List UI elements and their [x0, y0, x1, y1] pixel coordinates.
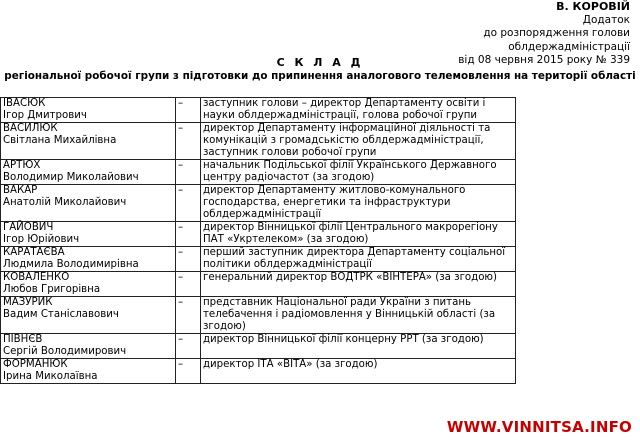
header-date-line: від 08 червня 2015 року № 339	[458, 54, 630, 66]
signer-name: В. КОРОВІЙ	[556, 0, 630, 13]
header-line: облдержадміністрації	[508, 40, 630, 53]
site-watermark: WWW.VINNITSA.INFO	[446, 418, 632, 436]
member-name-cell	[1, 272, 176, 297]
members-table	[0, 97, 516, 384]
member-given-name: Ірина Миколаївна	[3, 371, 98, 382]
member-position-cell: представник Національної ради України з питань телебачення і радіомовлення у Вінницькій області (за згодою)	[201, 297, 516, 334]
document-subtitle: регіональної робочої групи з підготовки до припинення аналогового телемовлення на території області	[4, 70, 636, 82]
dash-cell: –	[176, 359, 201, 384]
header-line: Додаток	[582, 13, 630, 26]
member-given-name: Світлана Михайлівна	[3, 135, 117, 146]
member-given-name: Людмила Володимирівна	[3, 259, 139, 270]
table-row	[1, 160, 516, 185]
member-name-cell	[1, 160, 176, 185]
member-position-cell: генеральний директор ВОДТРК «ВІНТЕРА» (за згодою)	[201, 272, 516, 297]
dash-cell: –	[176, 272, 201, 297]
member-position-cell: директор Департаменту житлово-комунального господарства, енергетики та інфраструктури облдержадміністрації	[201, 185, 516, 222]
member-position-cell: перший заступник директора Департаменту соціальної політики облдержадміністрації	[201, 247, 516, 272]
header-line: до розпорядження голови	[483, 27, 630, 39]
member-name-cell	[1, 359, 176, 384]
dash-cell: –	[176, 123, 201, 160]
member-surname: ГАЙОВИЧ	[3, 222, 54, 233]
member-surname: ВАКАР	[3, 185, 38, 196]
table-row	[1, 185, 516, 222]
dash-cell: –	[176, 247, 201, 272]
table-row	[1, 272, 516, 297]
member-position-cell: директор ІТА «ВІТА» (за згодою)	[201, 359, 516, 384]
member-surname: МАЗУРИК	[3, 297, 53, 308]
member-name-cell	[1, 297, 176, 334]
member-surname: ВАСИЛЮК	[3, 123, 58, 134]
member-given-name: Любов Григорівна	[3, 284, 101, 295]
table-row	[1, 359, 516, 384]
table-row	[1, 297, 516, 334]
member-given-name: Вадим Станіславович	[3, 309, 119, 320]
member-name-cell	[1, 98, 176, 123]
member-given-name: Сергій Володимирович	[3, 346, 127, 357]
member-position-cell: директор Вінницької філії Центрального макрорегіону ПАТ «Укртелеком» (за згодою)	[201, 222, 516, 247]
dash-cell: –	[176, 297, 201, 334]
table-row	[1, 123, 516, 160]
member-position-cell: заступник голови – директор Департаменту освіти і науки облдержадміністрації, голова робочої групи	[201, 98, 516, 123]
member-surname: КАРАТАЄВА	[3, 247, 65, 258]
table-row	[1, 247, 516, 272]
dash-cell: –	[176, 334, 201, 359]
member-position-cell: начальник Подільської філії Українського Державного центру радіочастот (за згодою)	[201, 160, 516, 185]
member-name-cell	[1, 247, 176, 272]
member-surname: АРТЮХ	[3, 160, 41, 171]
member-position-cell: директор Вінницької філії концерну РРТ (за згодою)	[201, 334, 516, 359]
table-row	[1, 222, 516, 247]
dash-cell: –	[176, 185, 201, 222]
document-title: С К Л А Д	[276, 56, 364, 69]
member-position-cell: директор Департаменту інформаційної діяльності та комунікацій з громадськістю облдержадміністрації, заступник голови робочої групи	[201, 123, 516, 160]
member-given-name: Ігор Юрійович	[3, 234, 80, 245]
dash-cell: –	[176, 222, 201, 247]
dash-cell: –	[176, 98, 201, 123]
member-name-cell	[1, 123, 176, 160]
member-name-cell	[1, 334, 176, 359]
member-name-cell	[1, 185, 176, 222]
member-given-name: Ігор Дмитрович	[3, 110, 87, 121]
member-surname: ІВАСЮК	[3, 98, 46, 109]
member-given-name: Володимир Миколайович	[3, 172, 139, 183]
table-row	[1, 98, 516, 123]
member-surname: КОВАЛЕНКО	[3, 272, 70, 283]
member-surname: ПІВНЄВ	[3, 334, 43, 345]
dash-cell: –	[176, 160, 201, 185]
member-given-name: Анатолій Миколайович	[3, 197, 127, 208]
member-surname: ФОРМАНЮК	[3, 359, 68, 370]
table-row	[1, 334, 516, 359]
member-name-cell	[1, 222, 176, 247]
